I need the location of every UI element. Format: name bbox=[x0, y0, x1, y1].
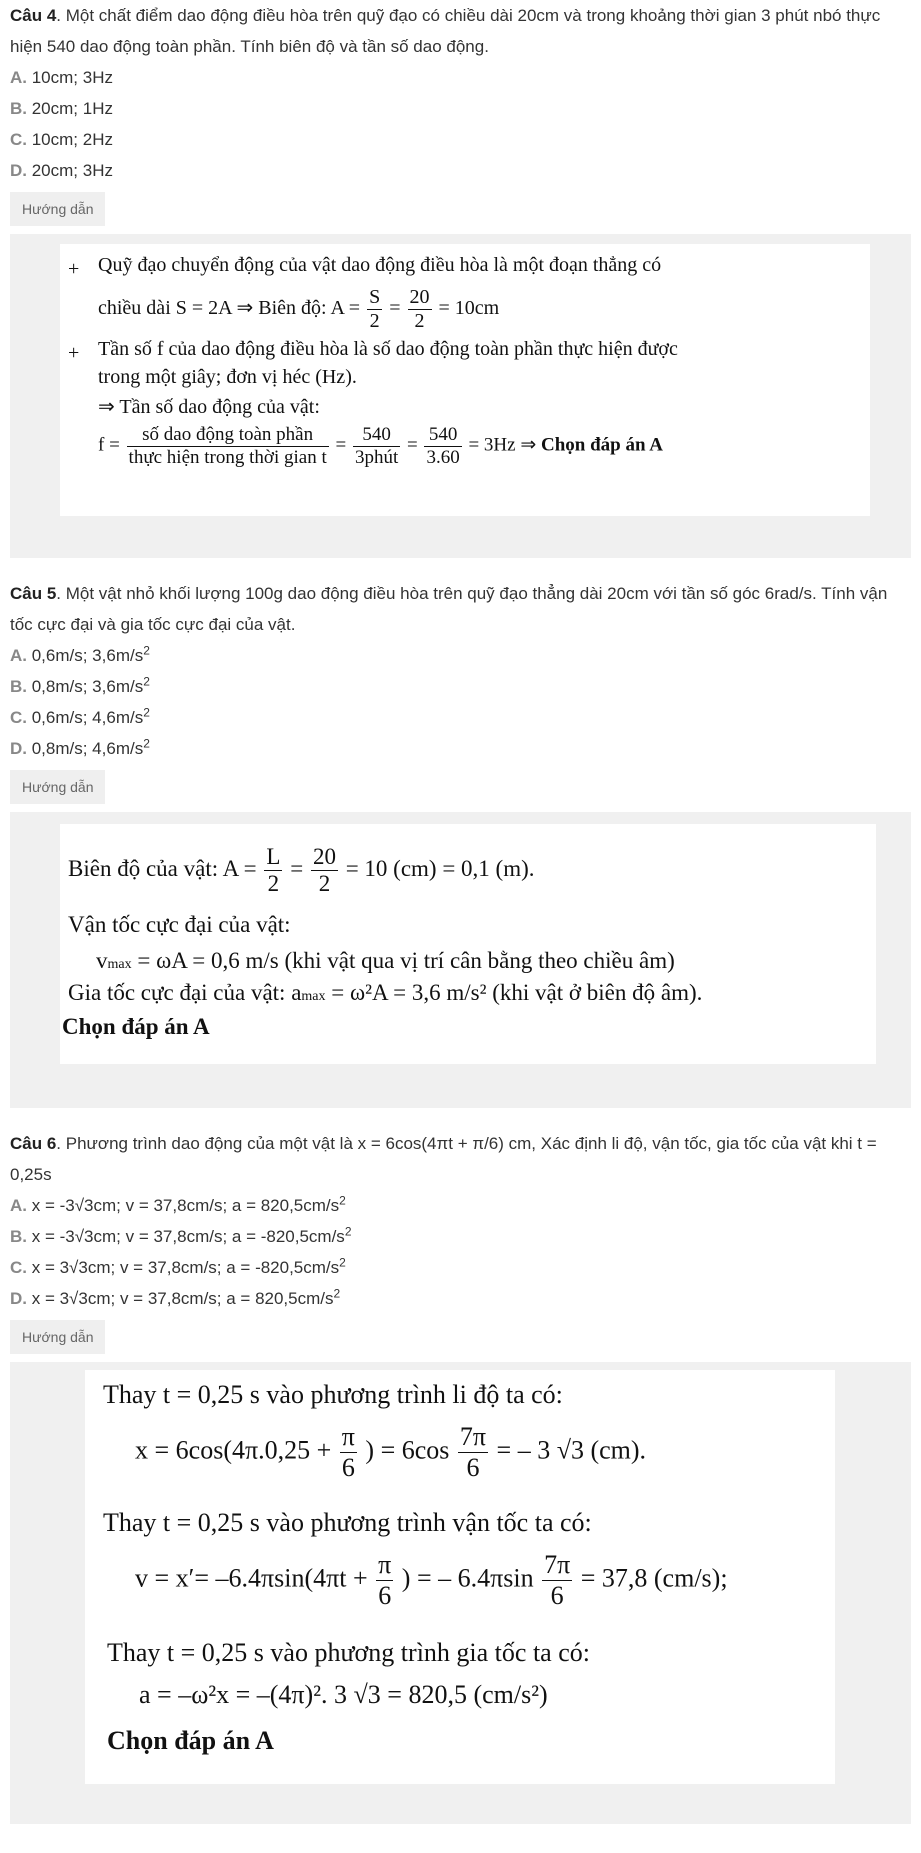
q6-hint-button[interactable]: Hướng dẫn bbox=[10, 1320, 105, 1354]
fraction: $\frac{7\pi}{6}$ bbox=[459, 1422, 487, 1482]
q6-sol-line-4: v = x′= –6.4πsin(4πt + $\frac{\pi}{6}$ ) = – 6.4πsin $\frac{7\pi}{6}$ = 37,8 (cm/s); bbox=[135, 1550, 728, 1610]
q6-sol-line-5: Thay t = 0,25 s vào phương trình gia tốc ta có: bbox=[107, 1638, 590, 1667]
q4-sol-line-2: chiều dài S = 2A ⇒ Biên độ: A = $\frac{S}{2}$ = $\frac{20}{2}$ = 10cm bbox=[98, 286, 500, 332]
q4-hint-button[interactable]: Hướng dẫn bbox=[10, 192, 105, 226]
q5-solution-panel bbox=[10, 812, 911, 1108]
q5-solution-image bbox=[60, 824, 876, 1064]
q4-option-a[interactable]: A. 10cm; 3Hz bbox=[10, 68, 113, 87]
fraction: $\frac{\text{số dao động toàn phần}}{\text{thực hiện trong thời gian t}}$ bbox=[128, 424, 327, 468]
question-5-text: Câu 5. Một vật nhỏ khối lượng 100g dao động điều hòa trên quỹ đạo thẳng dài 20cm với tần số góc 6rad/s. Tính vận tốc cực đại và gia tốc cực đại của vật. bbox=[10, 584, 888, 634]
q6-option-d[interactable]: D. x = 3√3cm; v = 37,8cm/s; $a = 820,5cm/s^2$ bbox=[10, 1286, 341, 1308]
fraction: $\frac{\pi}{6}$ bbox=[341, 1422, 355, 1482]
fraction: $\frac{540}{3.60}$ bbox=[426, 424, 460, 468]
q6-answer: Chọn đáp án A bbox=[107, 1726, 274, 1755]
q6-solution-image bbox=[85, 1370, 835, 1784]
q6-sol-line-6: a = –ω²x = –(4π)². 3 √3 = 820,5 (cm/s²) bbox=[139, 1680, 548, 1709]
q4-solution-panel bbox=[10, 234, 911, 558]
q6-option-c[interactable]: C. x = 3√3cm; v = 37,8cm/s; $a = -820,5cm/s^2$ bbox=[10, 1255, 346, 1277]
q5-option-d[interactable]: D. 0,8m/s; $4,6m/s^2$ bbox=[10, 736, 150, 758]
question-5-label: Câu 5 bbox=[10, 584, 57, 603]
q4-sol-line-5: ⇒ Tần số dao động của vật: bbox=[98, 396, 320, 418]
question-6-text: Câu 6. Phương trình dao động của một vật là x = 6cos(4πt + π/6) cm, Xác định li độ, vận tốc, gia tốc của vật khi t = 0,25s bbox=[10, 1134, 877, 1184]
q4-sol-line-4: trong một giây; đơn vị héc (Hz). bbox=[98, 366, 357, 388]
fraction: $\frac{540}{\text{3phút}}$ bbox=[354, 424, 399, 468]
q4-option-c[interactable]: C. 10cm; 2Hz bbox=[10, 130, 113, 149]
q4-option-b[interactable]: B. 20cm; 1Hz bbox=[10, 99, 113, 118]
q5-hint-button[interactable]: Hướng dẫn bbox=[10, 770, 105, 804]
q5-sol-line-1: Biên độ của vật: A = $\frac{L}{2}$ = $\frac{20}{2}$ = 10 (cm) = 0,1 (m). bbox=[68, 844, 535, 897]
question-6-label: Câu 6 bbox=[10, 1134, 57, 1153]
fraction: $\frac{20}{2}$ bbox=[312, 844, 336, 897]
q5-answer: Chọn đáp án A bbox=[62, 1014, 210, 1039]
q6-solution-panel bbox=[10, 1362, 911, 1824]
question-4-text: Câu 4. Một chất điểm dao động điều hòa trên quỹ đạo có chiều dài 20cm và trong khoảng thời gian 3 phút nbó thực hiện 540 dao động toàn phần. Tính biên độ và tần số dao động. bbox=[10, 6, 881, 56]
q4-option-d[interactable]: D. 20cm; 3Hz bbox=[10, 161, 113, 180]
q6-sol-line-1: Thay t = 0,25 s vào phương trình li độ ta có: bbox=[103, 1380, 563, 1409]
q6-sol-line-3: Thay t = 0,25 s vào phương trình vận tốc ta có: bbox=[103, 1508, 592, 1537]
fraction: $\frac{7\pi}{6}$ bbox=[544, 1550, 571, 1610]
q4-sol-line-1: Quỹ đạo chuyển động của vật dao động điều hòa là một đoạn thẳng có bbox=[98, 254, 662, 276]
fraction: $\frac{\pi}{6}$ bbox=[378, 1550, 392, 1610]
q4-solution-image: + Quỹ đạo chuyển động của vật dao động điều hòa là một đoạn thẳng có chiều dài S = 2A ⇒ Biên độ: A = $\frac{S}{2}$ = $\frac{20}{2}$ = 10cm + Tần số f của dao động điều hòa là số dao động toàn phần thực hiện được trong một giây; đơn vị héc (Hz). ⇒ Tần số dao động của vật: f = $\frac{\text{số dao động toàn phần}}{\text{thực hiện trong thời gian t}}$ = $\frac{540}{\text{3phút}}$ = $\frac{540}{3.60}$ = 3Hz ⇒ Chọn đáp án A bbox=[60, 244, 870, 516]
q5-sol-line-3: vmax = ωA = 0,6 m/s (khi vật qua vị trí cân bằng theo chiều âm) bbox=[96, 948, 675, 973]
q6-option-b[interactable]: B. x = -3√3cm; v = 37,8cm/s; $a = -820,5cm/s^2$ bbox=[10, 1224, 352, 1246]
fraction: $\frac{L}{2}$ bbox=[266, 844, 281, 897]
fraction: $\frac{20}{2}$ bbox=[409, 286, 430, 332]
q5-option-b[interactable]: B. 0,8m/s; $3,6m/s^2$ bbox=[10, 674, 150, 696]
q6-option-a[interactable]: A. x = -3√3cm; v = 37,8cm/s; $a = 820,5cm/s^2$ bbox=[10, 1193, 346, 1215]
q6-sol-line-2: x = 6cos(4π.0,25 + $\frac{\pi}{6}$ ) = 6cos $\frac{7\pi}{6}$ = – 3 √3 (cm). bbox=[135, 1422, 647, 1482]
q5-option-a[interactable]: A. 0,6m/s; $3,6m/s^2$ bbox=[10, 643, 150, 665]
fraction: $\frac{S}{2}$ bbox=[369, 286, 381, 332]
q4-sol-formula: f = $\frac{\text{số dao động toàn phần}}{\text{thực hiện trong thời gian t}}$ = $\frac{540}{\text{3phút}}$ = $\frac{540}{3.60}$ = 3Hz ⇒ Chọn đáp án A bbox=[98, 424, 663, 468]
q4-answer: Chọn đáp án A bbox=[541, 434, 663, 456]
q4-sol-line-3: Tần số f của dao động điều hòa là số dao động toàn phần thực hiện được bbox=[98, 338, 678, 360]
q5-option-c[interactable]: C. 0,6m/s; $4,6m/s^2$ bbox=[10, 705, 150, 727]
q5-sol-line-2: Vận tốc cực đại của vật: bbox=[68, 912, 291, 937]
q5-sol-line-4: Gia tốc cực đại của vật: amax = ω²A = 3,6 m/s² (khi vật ở biên độ âm). bbox=[68, 980, 703, 1005]
question-4-label: Câu 4 bbox=[10, 6, 57, 25]
